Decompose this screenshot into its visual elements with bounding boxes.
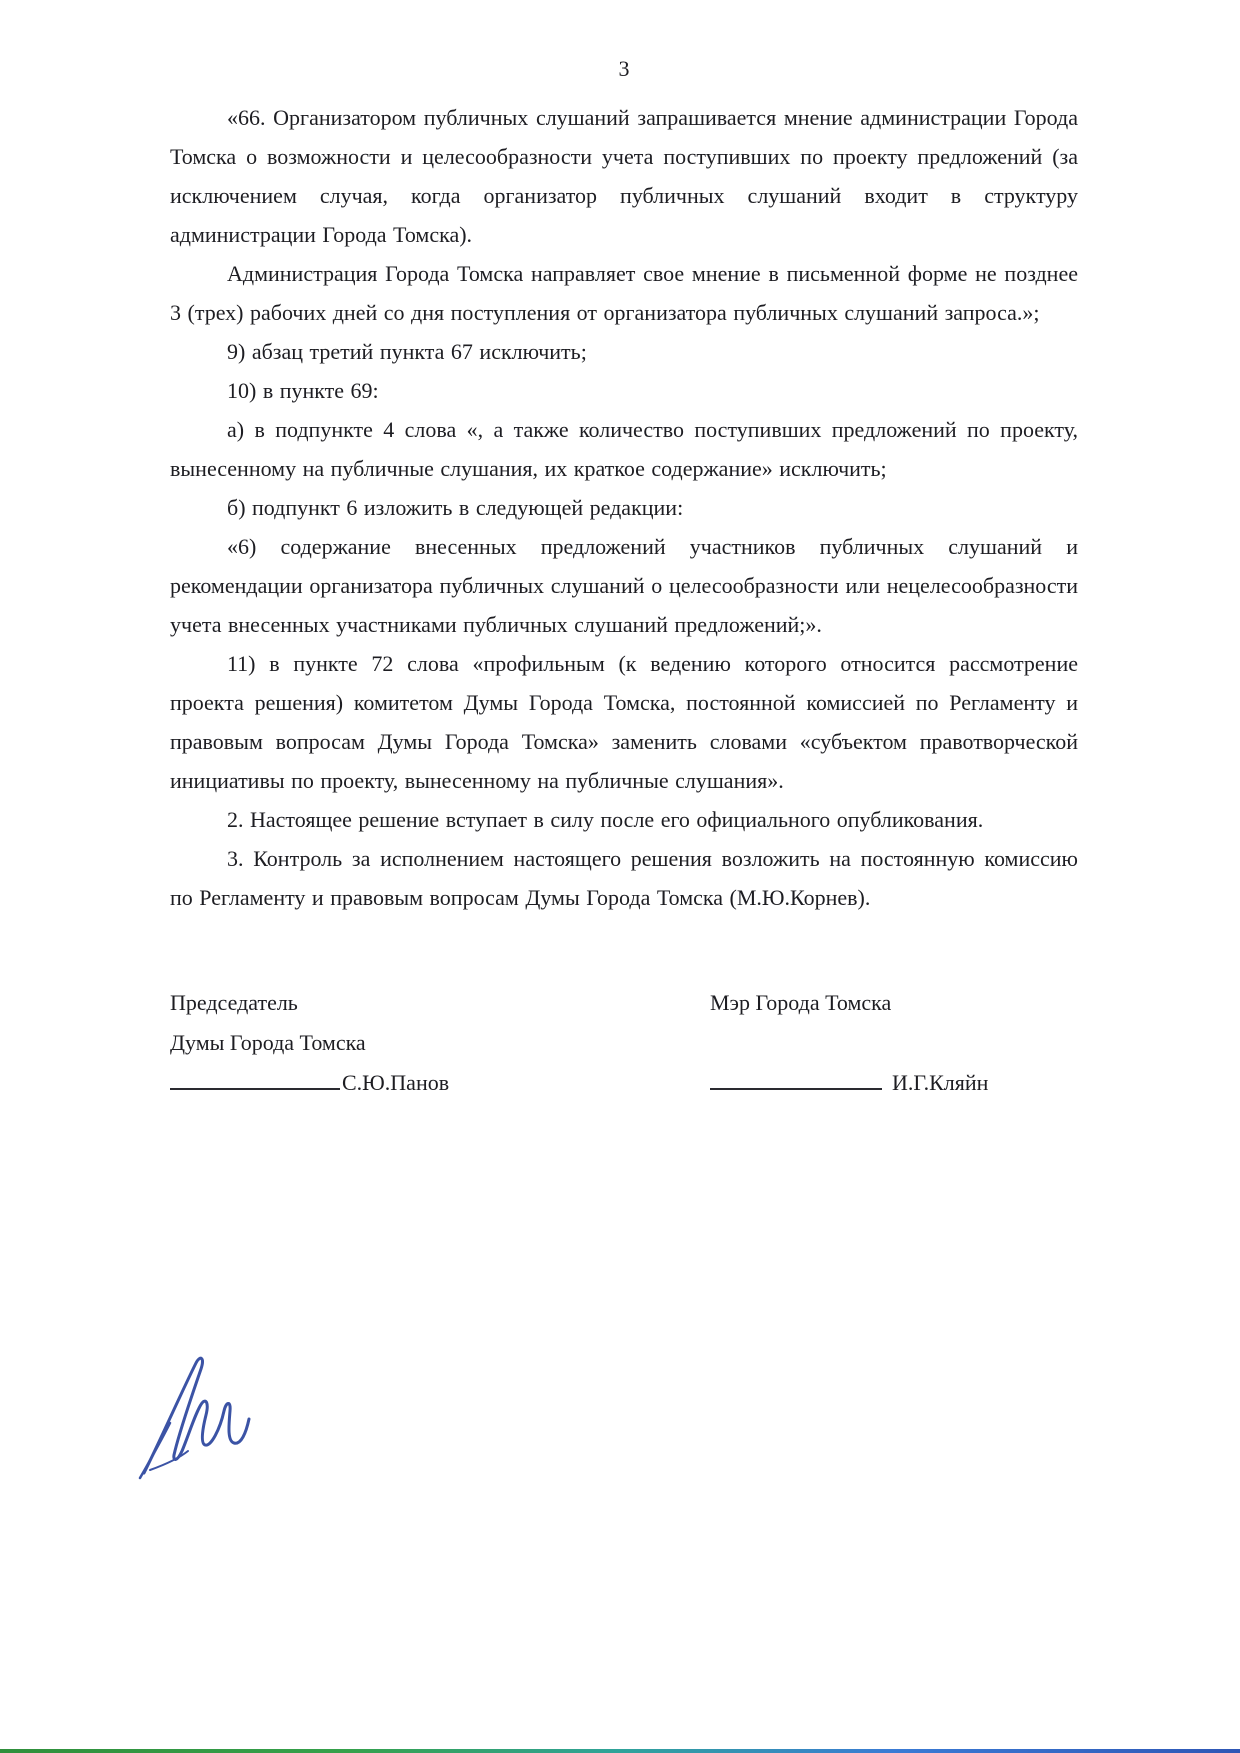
left-signature-line <box>170 1068 340 1090</box>
signature-right-column <box>710 983 1078 1103</box>
right-signature-line <box>710 1068 882 1090</box>
scan-edge-artifact <box>0 1749 1240 1753</box>
handwritten-signature-icon <box>130 1345 260 1485</box>
left-signatory-title: Председатель <box>170 990 298 1015</box>
paragraph-item-10: 10) в пункте 69: <box>227 378 379 403</box>
signature-ink-strokes <box>140 1358 249 1478</box>
paragraph-item-10a: а) в подпункте 4 слова «, а также количество поступивших предложений по проекту, вынесенному на публичные слушания, их краткое содержание» исключить; <box>170 417 1078 481</box>
left-signatory-org: Думы Города Томска <box>170 1030 366 1055</box>
signature-left-column <box>170 983 710 1103</box>
paragraph-item-11: 11) в пункте 72 слова «профильным (к ведению которого относится рассмотрение проекта решения) комитетом Думы Города Томска, постоянной комиссией по Регламенту и правовым вопросам Думы Города Томска» заменить словами «субъектом правотворческой инициативы по проекту, вынесенному на публичные слушания». <box>170 651 1078 793</box>
left-signatory-name: С.Ю.Панов <box>342 1070 450 1095</box>
paragraph-66-intro: «66. Организатором публичных слушаний запрашивается мнение администрации Города Томска о возможности и целесообразности учета поступивших по проекту предложений (за исключением случая, когда организатор публичных слушаний входит в структуру администрации Города Томска). <box>170 105 1078 247</box>
document-body <box>170 98 1078 917</box>
page-number: 3 <box>618 56 630 81</box>
paragraph-subitem-6: «6) содержание внесенных предложений участников публичных слушаний и рекомендации организатора публичных слушаний о целесообразности или нецелесообразности учета внесенных участниками публичных слушаний предложений;». <box>170 534 1078 637</box>
paragraph-item-10b: б) подпункт 6 изложить в следующей редакции: <box>227 495 684 520</box>
paragraph-item-9: 9) абзац третий пункта 67 исключить; <box>227 339 587 364</box>
signature-block <box>170 983 1078 1103</box>
right-signature-row <box>710 1063 1078 1103</box>
paragraph-item-3: 3. Контроль за исполнением настоящего решения возложить на постоянную комиссию по Регламенту и правовым вопросам Думы Города Томска (М.Ю.Корнев). <box>170 846 1078 910</box>
signature-spacer <box>710 1023 1078 1057</box>
paragraph-item-2: 2. Настоящее решение вступает в силу после его официального опубликования. <box>227 807 984 832</box>
left-signature-row <box>170 1063 710 1103</box>
right-signatory-title: Мэр Города Томска <box>710 990 892 1015</box>
right-signatory-name: И.Г.Кляйн <box>892 1070 989 1095</box>
paragraph-administration-reply: Администрация Города Томска направляет свое мнение в письменной форме не позднее 3 (трех) рабочих дней со дня поступления от организатора публичных слушаний запроса.»; <box>170 261 1078 325</box>
